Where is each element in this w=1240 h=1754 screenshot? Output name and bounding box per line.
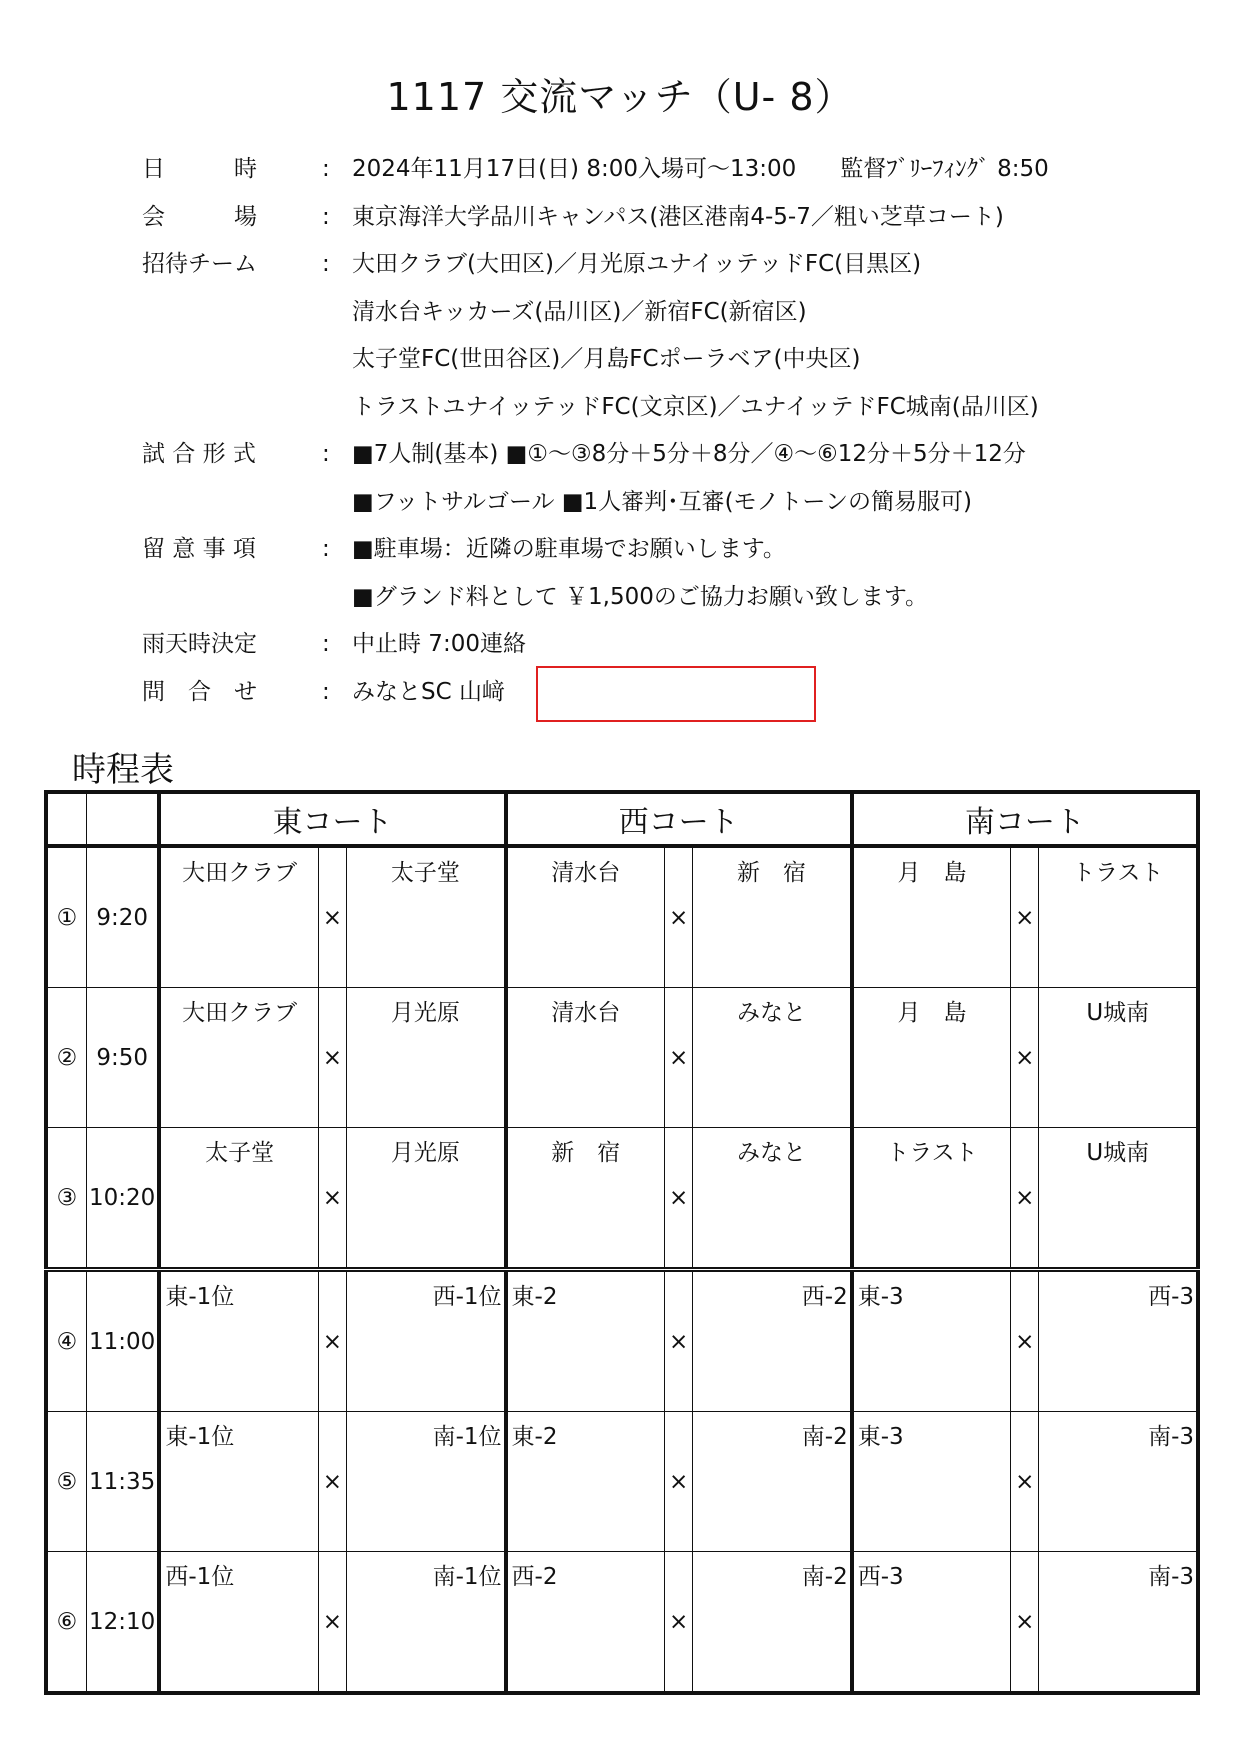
round-row [46, 1552, 1198, 1694]
versus-mark: × [1011, 1412, 1039, 1552]
versus-mark: × [318, 1128, 346, 1270]
home-team: 西-2 [506, 1552, 665, 1694]
away-team: 西-1位 [347, 1270, 506, 1412]
home-team: 清水台 [506, 988, 665, 1128]
round-row [46, 1270, 1198, 1412]
round-row [46, 1128, 1198, 1270]
home-team: 大田クラブ [159, 846, 318, 988]
versus-mark: × [318, 1270, 346, 1412]
round-number: ③ [46, 1128, 86, 1270]
away-team: 南-1位 [347, 1412, 506, 1552]
round-time: 11:00 [86, 1270, 159, 1412]
versus-mark: × [1011, 1128, 1039, 1270]
info-value: 太子堂FC(世田谷区)／月島FCポーラベア(中央区) [352, 346, 861, 372]
versus-mark: × [664, 1552, 692, 1694]
info-label: 留 意 事 項 [142, 536, 256, 562]
redacted-contact-box [536, 666, 816, 722]
versus-mark: × [664, 988, 692, 1128]
away-team: みなと [693, 1128, 852, 1270]
home-team: 月 島 [852, 988, 1011, 1128]
away-team: 新 宿 [693, 846, 852, 988]
info-value: 東京海洋大学品川キャンパス(港区港南4-5-7／粗い芝草コート) [352, 203, 1004, 230]
schedule-title: 時程表 [72, 750, 174, 790]
round-row [46, 846, 1198, 988]
info-extra: 監督ﾌﾞﾘｰﾌｨﾝｸﾞ 8:50 [840, 156, 1049, 182]
round-number: ⑥ [46, 1552, 86, 1694]
home-team: 東-2 [506, 1412, 665, 1552]
away-team: みなと [693, 988, 852, 1128]
info-value: トラストユナイッテッドFC(文京区)／ユナイッテドFC城南(品川区) [352, 393, 1039, 420]
away-team: トラスト [1039, 846, 1198, 988]
info-colon: : [322, 156, 330, 182]
away-team: U城南 [1039, 988, 1198, 1128]
court-header: 東コート [159, 792, 505, 846]
info-colon: : [322, 678, 330, 705]
home-team: トラスト [852, 1128, 1011, 1270]
home-team: 大田クラブ [159, 988, 318, 1128]
header-blank-num [46, 792, 86, 846]
away-team: 南-3 [1039, 1412, 1198, 1552]
away-team: 南-1位 [347, 1552, 506, 1694]
versus-mark: × [664, 1412, 692, 1552]
court-header: 西コート [506, 792, 852, 846]
versus-mark: × [1011, 1270, 1039, 1412]
round-time: 9:20 [86, 846, 159, 988]
round-row [46, 988, 1198, 1128]
away-team: 西-3 [1039, 1270, 1198, 1412]
round-time: 11:35 [86, 1412, 159, 1552]
round-row [46, 1412, 1198, 1552]
versus-mark: × [1011, 988, 1039, 1128]
info-label: 日 時 [142, 156, 257, 182]
info-label: 会 場 [142, 203, 257, 230]
info-value: ■フットサルゴール ■1人審判･互審(モノトーンの簡易服可) [352, 488, 972, 515]
versus-mark: × [664, 1270, 692, 1412]
info-value: ■7人制(基本) ■①～③8分＋5分＋8分／④～⑥12分＋5分＋12分 [352, 441, 1026, 467]
round-time: 9:50 [86, 988, 159, 1128]
info-label: 試 合 形 式 [142, 441, 256, 467]
info-label: 雨天時決定 [142, 631, 257, 657]
away-team: U城南 [1039, 1128, 1198, 1270]
home-team: 東-3 [852, 1270, 1011, 1412]
header-blank-time [86, 792, 159, 846]
versus-mark: × [318, 1552, 346, 1694]
home-team: 清水台 [506, 846, 665, 988]
home-team: 西-1位 [159, 1552, 318, 1694]
round-number: ④ [46, 1270, 86, 1412]
away-team: 月光原 [347, 1128, 506, 1270]
versus-mark: × [318, 1412, 346, 1552]
away-team: 南-2 [693, 1412, 852, 1552]
away-team: 太子堂 [347, 846, 506, 988]
versus-mark: × [318, 988, 346, 1128]
versus-mark: × [664, 846, 692, 988]
document-title: 1117 交流マッチ（U- 8） [386, 75, 854, 119]
versus-mark: × [664, 1128, 692, 1270]
round-time: 12:10 [86, 1552, 159, 1694]
away-team: 西-2 [693, 1270, 852, 1412]
info-value: ■駐車場：近隣の駐車場でお願いします。 [352, 536, 786, 562]
away-team: 月光原 [347, 988, 506, 1128]
versus-mark: × [1011, 1552, 1039, 1694]
info-value: ■グランド料として ￥1,500のご協力お願い致します。 [352, 583, 929, 610]
info-colon: : [322, 441, 330, 467]
home-team: 東-3 [852, 1412, 1011, 1552]
info-colon: : [322, 536, 330, 562]
round-number: ① [46, 846, 86, 988]
court-header: 南コート [852, 792, 1198, 846]
away-team: 南-2 [693, 1552, 852, 1694]
info-colon: : [322, 203, 330, 230]
round-number: ② [46, 988, 86, 1128]
home-team: 新 宿 [506, 1128, 665, 1270]
home-team: 東-2 [506, 1270, 665, 1412]
home-team: 太子堂 [159, 1128, 318, 1270]
versus-mark: × [1011, 846, 1039, 988]
info-value: 2024年11月17日(日) 8:00入場可～13:00 監督ﾌﾞﾘｰﾌｨﾝｸﾞ 8:50 [352, 156, 1049, 182]
home-team: 月 島 [852, 846, 1011, 988]
home-team: 東-1位 [159, 1412, 318, 1552]
info-colon: : [322, 251, 330, 277]
home-team: 西-3 [852, 1552, 1011, 1694]
away-team: 南-3 [1039, 1552, 1198, 1694]
info-label: 招待チーム [142, 251, 257, 277]
info-label: 問 合 せ [142, 678, 257, 705]
schedule-table [44, 790, 1200, 1695]
info-value: 大田クラブ(大田区)／月光原ユナイッテッドFC(目黒区) [352, 251, 922, 277]
home-team: 東-1位 [159, 1270, 318, 1412]
round-time: 10:20 [86, 1128, 159, 1270]
versus-mark: × [318, 846, 346, 988]
info-value: 中止時 7:00連絡 [352, 631, 526, 657]
info-colon: : [322, 631, 330, 657]
round-number: ⑤ [46, 1412, 86, 1552]
info-value: みなとSC 山﨑 [352, 678, 505, 705]
info-value: 清水台キッカーズ(品川区)／新宿FC(新宿区) [352, 298, 807, 325]
